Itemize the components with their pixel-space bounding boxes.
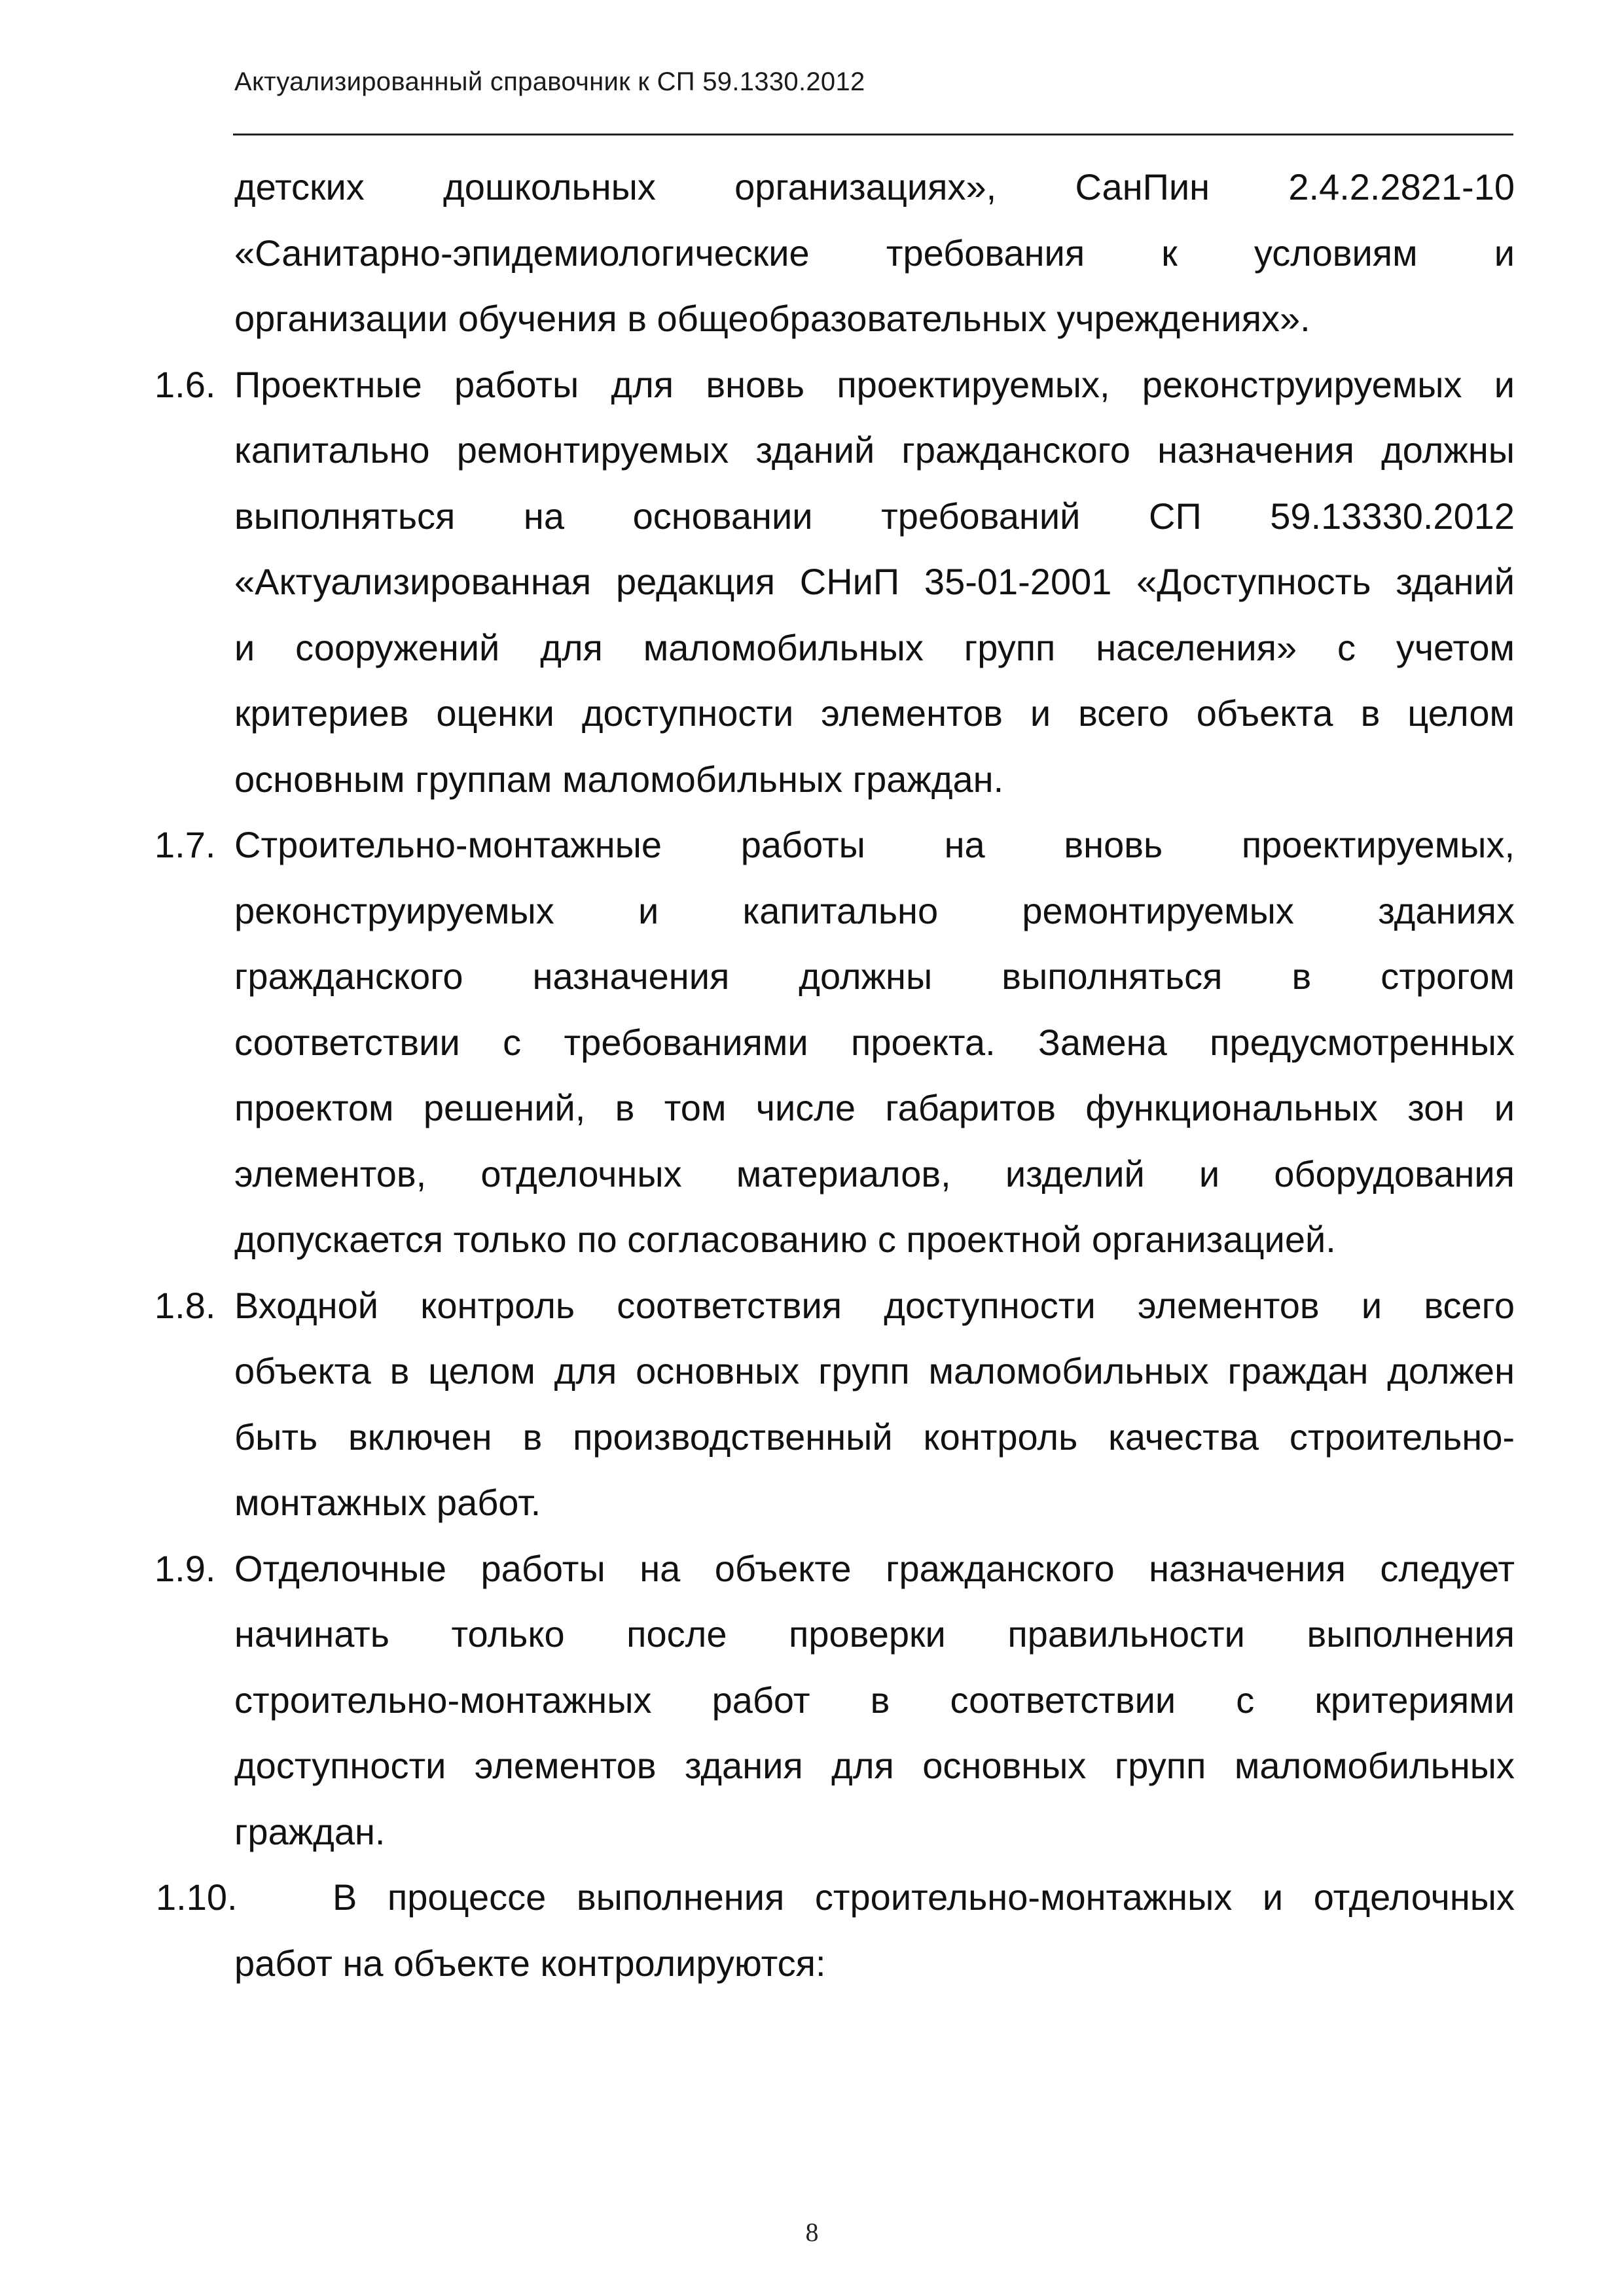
text-line: Входной контроль соответствия доступности элементов и всего <box>234 1284 1515 1326</box>
text-line: детских дошкольных организациях», СанПин 2.4.2.2821-10 <box>234 166 1515 207</box>
text-line-content: В процессе выполнения строительно-монтажных и отделочных <box>333 1876 1515 1918</box>
header-rule <box>233 134 1513 135</box>
paragraph-1-7 <box>154 812 1515 1273</box>
paragraph-number: 1.7. <box>154 824 216 865</box>
paragraph-1-6 <box>154 352 1515 813</box>
text-line: капитально ремонтируемых зданий гражданского назначения должны <box>234 429 1515 471</box>
text-line: Строительно-монтажные работы на вновь проектируемых, <box>234 824 1515 865</box>
text-line: гражданского назначения должны выполняться в строгом <box>234 956 1515 997</box>
text-line: граждан. <box>234 1810 386 1852</box>
text-line: критериев оценки доступности элементов и всего объекта в целом <box>234 692 1515 734</box>
tab-indent <box>234 1865 333 1931</box>
text-line: Проектные работы для вновь проектируемых, реконструируемых и <box>234 363 1515 405</box>
text-line: элементов, отделочных материалов, изделий и оборудования <box>234 1153 1515 1194</box>
text-line: строительно-монтажных работ в соответствии с критериями <box>234 1679 1515 1721</box>
text-line: быть включен в производственный контроль качества строительно- <box>234 1416 1515 1458</box>
text-line: монтажных работ. <box>234 1482 541 1523</box>
paragraph-1-10 <box>156 1865 1515 1996</box>
running-header: Актуализированный справочник к СП 59.1330.2012 <box>234 67 865 96</box>
text-line: основным группам маломобильных граждан. <box>234 758 1004 800</box>
text-line: выполняться на основании требований СП 59.13330.2012 <box>234 495 1515 537</box>
text-line <box>234 1865 1515 1931</box>
text-line: проектом решений, в том числе габаритов функциональных зон и <box>234 1087 1515 1128</box>
page-number: 8 <box>805 2217 819 2247</box>
paragraph-continuation <box>234 154 1515 352</box>
text-line: соответствии с требованиями проекта. Замена предусмотренных <box>234 1021 1515 1063</box>
text-line: объекта в целом для основных групп маломобильных граждан должен <box>234 1350 1515 1391</box>
paragraph-1-9 <box>154 1536 1515 1865</box>
body-text <box>0 154 1624 1996</box>
text-line: «Санитарно-эпидемиологические требования к условиям и <box>234 232 1515 274</box>
text-line: доступности элементов здания для основных групп маломобильных <box>234 1745 1515 1786</box>
paragraph-number: 1.10. <box>156 1876 238 1918</box>
text-line: «Актуализированная редакция СНиП 35-01-2001 «Доступность зданий <box>234 561 1515 602</box>
text-line: и сооружений для маломобильных групп населения» с учетом <box>234 626 1515 668</box>
text-line: начинать только после проверки правильности выполнения <box>234 1613 1515 1655</box>
paragraph-number: 1.8. <box>154 1284 216 1326</box>
paragraph-number: 1.9. <box>154 1547 216 1589</box>
text-line: Отделочные работы на объекте гражданского назначения следует <box>234 1547 1515 1589</box>
paragraph-1-8 <box>154 1273 1515 1536</box>
text-line: реконструируемых и капитально ремонтируемых зданиях <box>234 889 1515 931</box>
paragraph-number: 1.6. <box>154 363 216 405</box>
text-line: организации обучения в общеобразовательных учреждениях». <box>234 298 1310 339</box>
text-line: допускается только по согласованию с проектной организацией. <box>234 1219 1336 1260</box>
text-line: работ на объекте контролируются: <box>234 1942 826 1984</box>
